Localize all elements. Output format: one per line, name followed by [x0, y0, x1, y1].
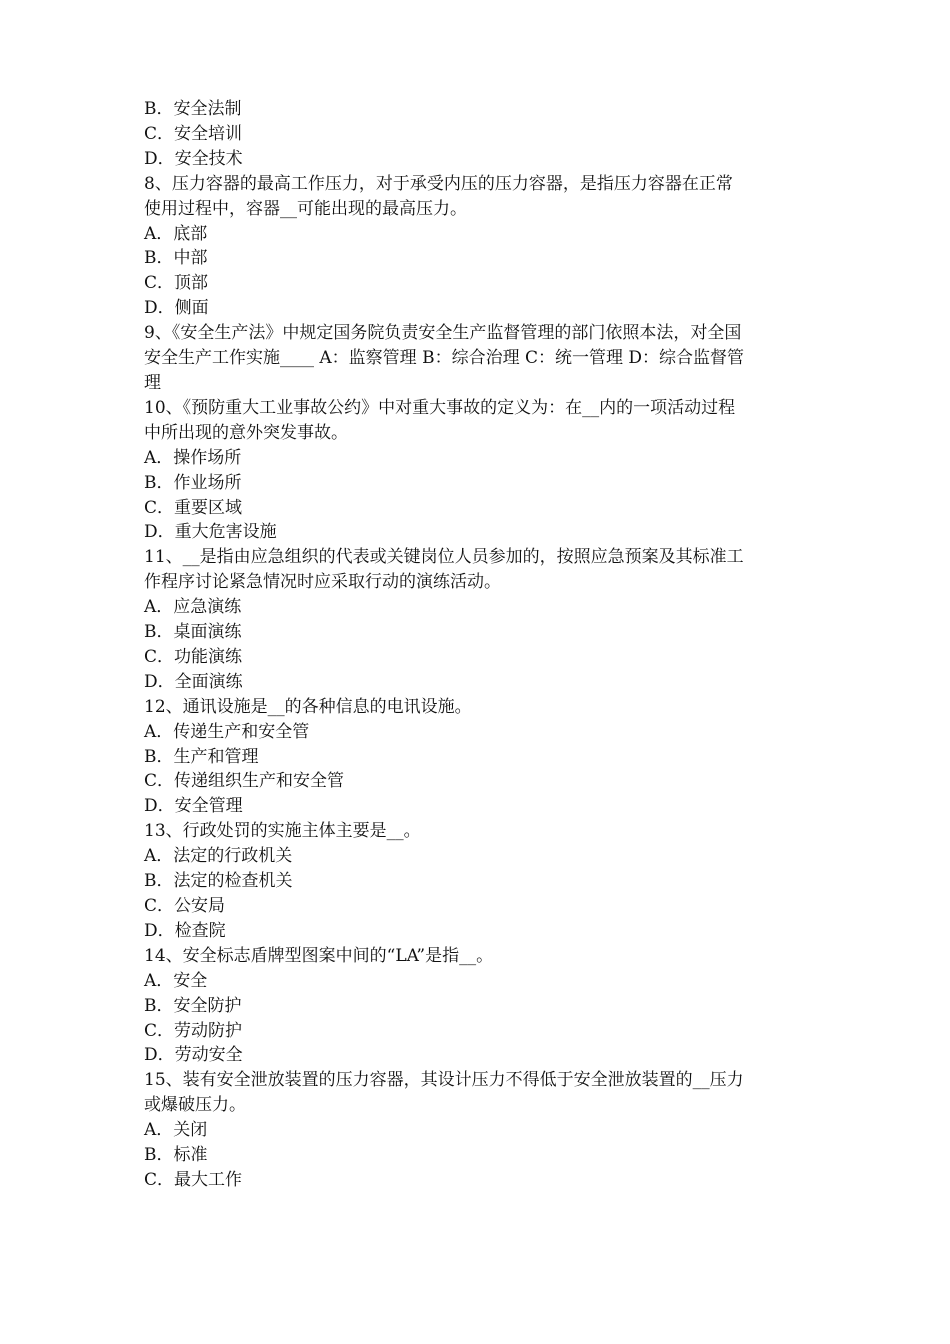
text-line: 理	[144, 372, 161, 393]
text-line: 使用过程中，容器__可能出现的最高压力。	[144, 198, 467, 219]
text-line: B．桌面演练	[144, 622, 242, 643]
text-line: C．重要区域	[144, 497, 243, 518]
text-line: C．传递组织生产和安全管	[144, 771, 345, 792]
text-line: C．功能演练	[144, 646, 243, 667]
text-line: B．作业场所	[144, 472, 242, 493]
text-line: 12、通讯设施是__的各种信息的电讯设施。	[144, 696, 472, 717]
text-line: C．最大工作	[144, 1169, 243, 1190]
text-line: 9、《安全生产法》中规定国务院负责安全生产监督管理的部门依照本法，对全国	[144, 323, 742, 344]
text-line: 15、装有安全泄放装置的压力容器，其设计压力不得低于安全泄放装置的__压力	[144, 1070, 744, 1091]
text-line: 13、行政处罚的实施主体主要是__。	[144, 821, 421, 842]
text-line: 11、__是指由应急组织的代表或关键岗位人员参加的，按照应急预案及其标准工	[144, 547, 744, 568]
text-line: A．关闭	[144, 1120, 208, 1141]
text-line: D．检查院	[144, 920, 226, 941]
text-line: C．公安局	[144, 896, 226, 916]
text-line: B．法定的检查机关	[144, 871, 293, 892]
text-line: B．标准	[144, 1145, 208, 1166]
text-line: D．劳动安全	[144, 1045, 243, 1066]
text-line: C．劳动防护	[144, 1020, 243, 1041]
text-line: 或爆破压力。	[144, 1095, 246, 1116]
text-line: 8、压力容器的最高工作压力，对于承受内压的压力容器，是指压力容器在正常	[144, 173, 733, 194]
text-line: A．法定的行政机关	[144, 846, 293, 867]
text-line: B．生产和管理	[144, 746, 259, 767]
text-line: D．安全技术	[144, 148, 243, 169]
text-line: 14、安全标志盾牌型图案中间的“LA”是指__。	[144, 945, 494, 966]
text-line: A．底部	[144, 223, 208, 244]
text-line: 中所出现的意外突发事故。	[144, 422, 348, 443]
text-line: D．侧面	[144, 298, 209, 319]
text-line: D．安全管理	[144, 796, 243, 817]
text-line: A．传递生产和安全管	[144, 721, 310, 742]
document-page	[144, 97, 808, 1193]
text-line: C．顶部	[144, 273, 209, 294]
text-line: D．重大危害设施	[144, 522, 277, 543]
text-line: B．中部	[144, 248, 208, 269]
text-line: 10、《预防重大工业事故公约》中对重大事故的定义为：在__内的一项活动过程	[144, 397, 736, 418]
text-line: A．应急演练	[144, 597, 242, 618]
text-line: 作程序讨论紧急情况时应采取行动的演练活动。	[144, 572, 501, 593]
text-line: A．操作场所	[144, 447, 242, 468]
text-line: D．全面演练	[144, 671, 243, 692]
text-line: C．安全培训	[144, 123, 243, 144]
text-line: 安全生产工作实施____ A：监察管理 B：综合治理 C：统一管理 D：综合监督管	[144, 348, 745, 369]
text-line: B．安全法制	[144, 99, 242, 119]
text-line: B．安全防护	[144, 995, 242, 1016]
text-line: A．安全	[144, 970, 208, 991]
